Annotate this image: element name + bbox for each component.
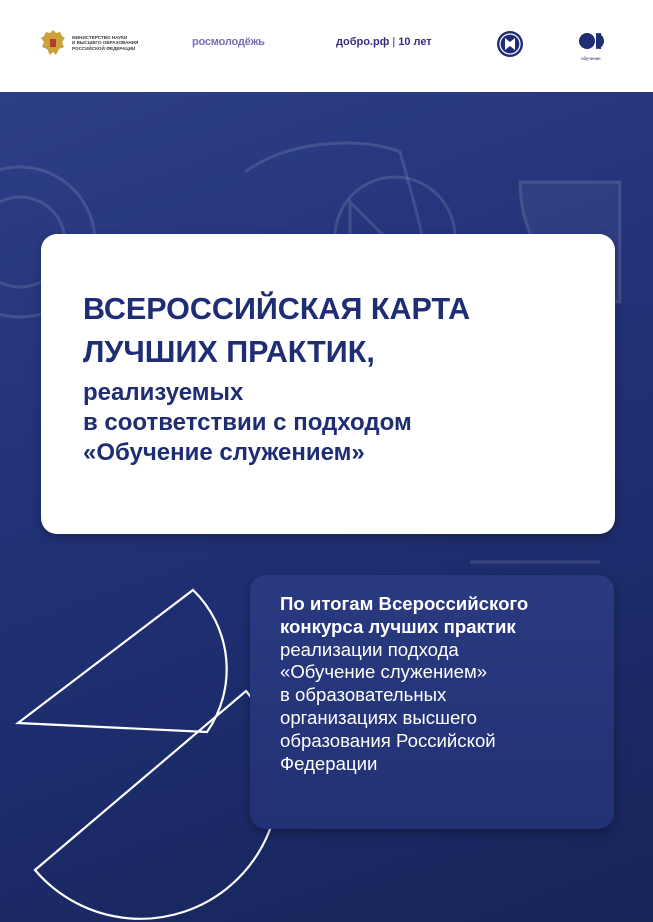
- ministry-line: МИНИСТЕРСТВО НАУКИ: [72, 34, 128, 40]
- ministry-line: И ВЫСШЕГО ОБРАЗОВАНИЯ: [72, 40, 139, 46]
- coat-of-arms-icon: [40, 28, 66, 58]
- info-line: «Обучение служением»: [280, 661, 488, 683]
- info-line: образования Российской: [280, 729, 496, 751]
- subtitle-line: в соответствии с подходом: [83, 409, 412, 436]
- logo-header: [0, 0, 653, 92]
- main-title: [83, 288, 470, 374]
- ministry-line: РОССИЙСКОЙ ФЕДЕРАЦИИ: [72, 45, 136, 51]
- contest-description: [280, 593, 528, 775]
- title-line: ЛУЧШИХ ПРАКТИК,: [83, 335, 375, 369]
- subtitle-line: реализуемых: [83, 379, 244, 406]
- rosmolodezh-logo: [192, 36, 265, 48]
- contest-info-card: [250, 575, 614, 829]
- dobro-separator: |: [392, 36, 396, 48]
- info-line: в образовательных: [280, 684, 447, 706]
- info-line: организациях высшего: [280, 706, 477, 728]
- hse-logo: [496, 30, 524, 58]
- info-line-bold: конкурса лучших практик: [280, 615, 516, 637]
- ministry-logo: [40, 28, 150, 58]
- dobro-text: добро.рф: [336, 36, 390, 48]
- service-learning-icon: [575, 28, 621, 62]
- ministry-name: [72, 35, 150, 51]
- hse-emblem-icon: [496, 30, 524, 58]
- dobro-logo: [336, 36, 432, 48]
- service-learning-logo: [575, 28, 621, 62]
- dobro-years: 10 лет: [398, 36, 432, 48]
- info-line: реализации подхода: [280, 638, 459, 660]
- subtitle: [83, 378, 412, 468]
- info-line-bold: По итогам Всероссийского: [280, 593, 529, 614]
- service-learning-caption: обучение: [581, 56, 601, 61]
- title-card: [41, 234, 615, 534]
- title-line: ВСЕРОССИЙСКАЯ КАРТА: [83, 292, 471, 326]
- info-line: Федерации: [280, 752, 378, 774]
- subtitle-line: «Обучение служением»: [83, 439, 365, 466]
- rosmolodezh-text: росмолодёжь: [192, 36, 265, 48]
